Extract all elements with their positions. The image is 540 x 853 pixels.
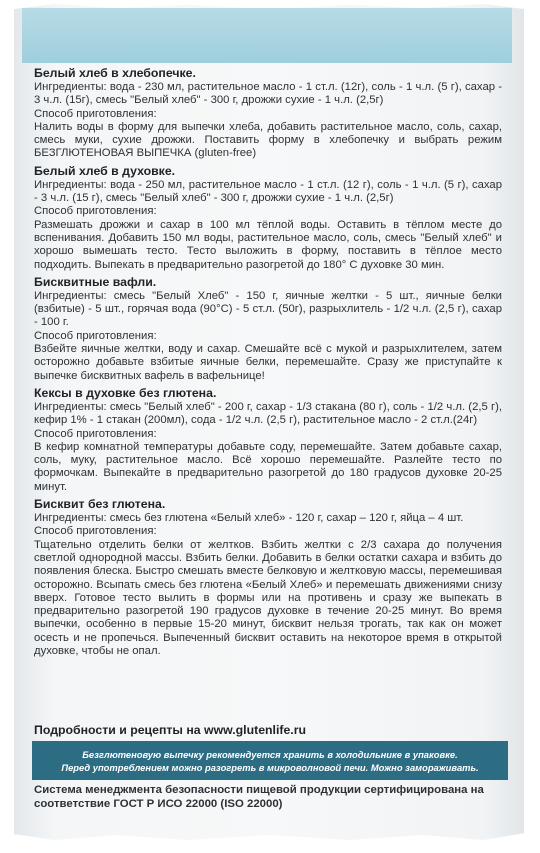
recipe-title: Кексы в духовке без глютена. xyxy=(34,385,217,400)
recipe-muffins xyxy=(34,386,502,494)
recipe-ingredients: Ингредиенты: смесь без глютена «Белый хлеб» - 120 г, сахар – 120 г, яйца – 4 шт. xyxy=(34,512,464,525)
more-info-link-text: Подробности и рецепты на www.glutenlife.ru xyxy=(34,723,307,737)
recipe-title: Бисквит без глютена. xyxy=(34,497,166,512)
notice-line-2: Перед употреблением можно разогреть в микроволновой печи. Можно замораживать. xyxy=(61,761,479,773)
recipes-section xyxy=(34,66,502,661)
recipe-method: В кефир комнатной температуры добавьте соду, перемешайте. Затем добавьте сахар, соль, муку, растительное масло. Всё хорошо перемешайте. Разлейте тесто по формочкам. Выпекайте в предварительно разогретой до 180 градусов духовке 20-25 минут. xyxy=(34,440,502,493)
recipe-ingredients: Ингредиенты: смесь "Белый хлеб" - 200 г, сахар - 1/3 стакана (80 г), соль - 1/2 ч.л. (2,5 г), кефир 1% - 1 стакан (200мл), сода - 1/2 ч.л. (2,5 г), растительное масло - 2 ст.л.(24г) xyxy=(34,400,502,427)
recipe-waffles xyxy=(34,275,502,383)
recipe-ingredients: Ингредиенты: вода - 250 мл, растительное масло - 1 ст.л. (12 г), соль - 1 ч.л. (5 г), сахар - 3 ч.л. (15 г), смесь "Белый хлеб" - 300 г, дрожжи сухие - 1 ч.л. (2,5г) xyxy=(34,178,502,205)
recipe-method: Тщательно отделить белки от желтков. Взбить желтки с 2/3 сахара до получения светлой однородной массы. Взбить белки. Добавить в белки остатки сахара и взбить до появления блеска. Быстро смешать вместе белковую и желтковую массы, перемешивая осторожно. Всыпать смесь без глютена «Белый Хлеб» и перемешать движениями снизу вверх. Готовое тесто вылить в формы или на противень и сразу же выпекать в предварительно разогретой 190 градусов духовке в течение 20-25 минут. Во время выпечки, особенно в первые 15-20 минут, бисквит нельзя трогать, так как он может осесть и не пропечься. Выпеченный бисквит оставить на некоторое время в открытой духовке, чтобы не опал. xyxy=(34,538,502,657)
top-color-band xyxy=(22,8,512,63)
recipe-title: Бисквитные вафли. xyxy=(34,274,157,289)
recipe-oven-bread xyxy=(34,164,502,272)
method-label: Способ приготовления: xyxy=(34,205,157,218)
recipe-title: Белый хлеб в духовке. xyxy=(34,163,176,178)
recipe-title: Белый хлеб в хлебопечке. xyxy=(34,66,196,80)
certification-text: Система менеджмента безопасности пищевой продукции сертифицирована на соответствие ГОСТ Р ИСО 22000 (ISO 22000) xyxy=(34,784,484,810)
method-label: Способ приготовления: xyxy=(34,427,157,440)
recipe-ingredients: Ингредиенты: смесь "Белый Хлеб" - 150 г, яичные желтки - 5 шт., яичные белки (взбитые) - 5 шт., горячая вода (90°С) - 5 ст.л. (50г), разрыхлитель - 1/2 ч.л. (2,5 г), сахар - 100 г. xyxy=(34,289,502,329)
method-label: Способ приготовления: xyxy=(34,525,157,538)
storage-notice-banner xyxy=(32,741,508,780)
notice-line-1: Безглютеновую выпечку рекомендуется хранить в холодильнике в упаковке. xyxy=(82,748,458,760)
method-label: Способ приготовления: xyxy=(34,107,157,120)
recipe-method: Взбейте яичные желтки, воду и сахар. Смешайте всё с мукой и разрыхлителем, затем осторожно добавьте взбитые яичные белки, перемешайте. Сразу же приступайте к выпечке бисквитных вафель в вафельнице! xyxy=(34,343,502,382)
method-label: Способ приготовления: xyxy=(34,329,157,342)
recipe-method: Налить воды в форму для выпечки хлеба, добавить растительное масло, соль, сахар, смесь муки, сухие дрожжи. Поставить форму в хлебопечку и выбрать режим БЕЗГЛЮТЕНОВАЯ ВЫПЕЧКА (gluten-free) xyxy=(34,120,502,160)
recipe-sponge-cake xyxy=(34,497,502,658)
recipe-bread-machine xyxy=(34,66,502,161)
recipe-method: Размешать дрожжи и сахар в 100 мл тёплой воды. Оставить в тёплом месте до вспенивания. Добавить 150 мл воды, растительное масло, соль, смесь "Белый хлеб" и хорошо вымешать тесто. Тесто выложить в форму, поставить в тёплое место подходить. Выпекать в предварительно разогретой до 180° С духовке 30 мин. xyxy=(34,218,502,271)
recipe-ingredients: Ингредиенты: вода - 230 мл, растительное масло - 1 ст.л. (12г), соль - 1 ч.л. (5 г), сахар - 3 ч.л. (15г), смесь "Белый хлеб" - 300 г, дрожжи сухие - 1 ч.л. (2,5г) xyxy=(34,81,502,107)
